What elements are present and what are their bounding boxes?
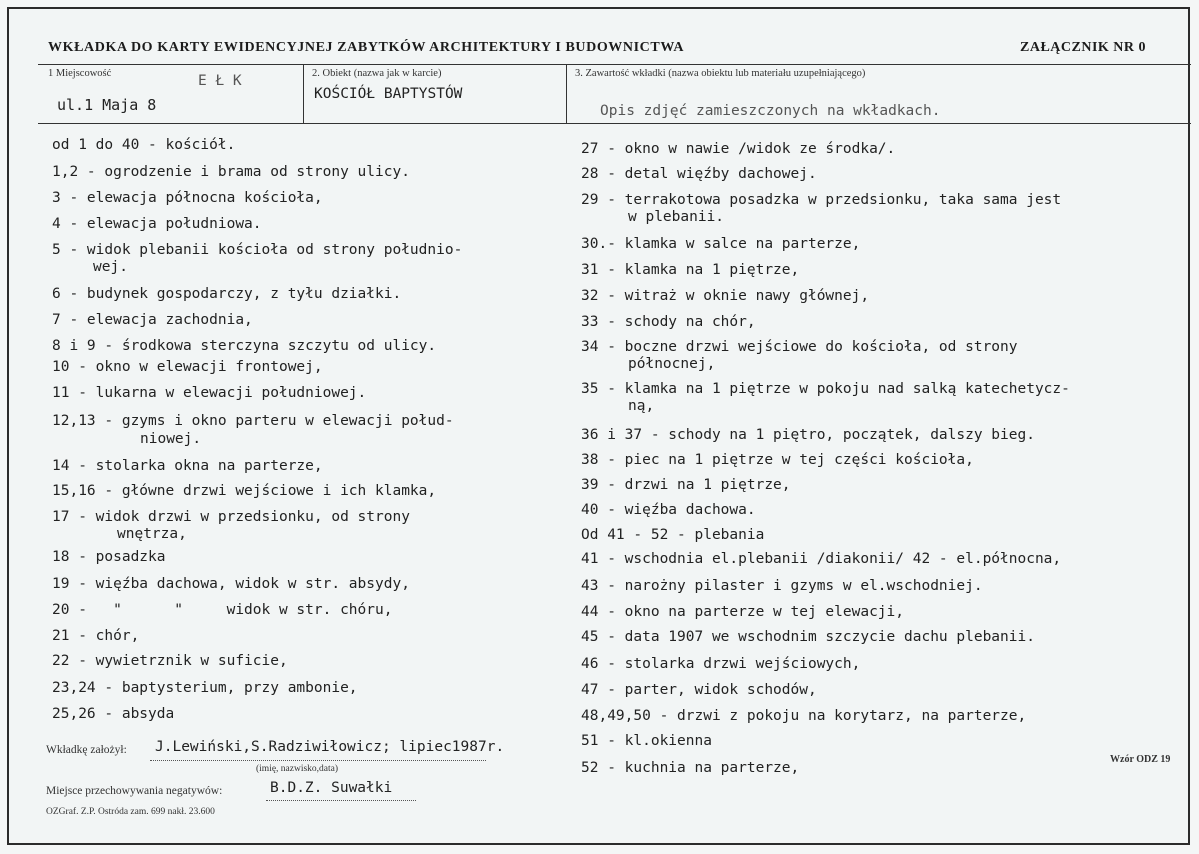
list-item: 22 - wywietrznik w suficie, bbox=[52, 653, 288, 669]
founded-value: J.Lewiński,S.Radziwiłowicz; lipiec1987r. bbox=[155, 739, 505, 755]
location-label: 1 Miejscowość bbox=[48, 68, 112, 79]
list-item: 45 - data 1907 we wschodnim szczycie dachu plebanii. bbox=[581, 629, 1035, 645]
list-item: 25,26 - absyda bbox=[52, 706, 175, 722]
list-item: 3 - elewacja północna kościoła, bbox=[52, 190, 323, 206]
list-item: niowej. bbox=[140, 431, 202, 447]
list-item: 41 - wschodnia el.plebanii /diakonii/ 42 - el.północna, bbox=[581, 551, 1062, 567]
list-item: wej. bbox=[93, 259, 128, 275]
fields-divider bbox=[38, 123, 1191, 124]
list-item: 44 - okno na parterze w tej elewacji, bbox=[581, 604, 905, 620]
list-item: 27 - okno w nawie /widok ze środka/. bbox=[581, 141, 896, 157]
negatives-label: Miejsce przechowywania negatywów: bbox=[46, 785, 223, 797]
list-item: w plebanii. bbox=[628, 209, 725, 225]
list-item: 34 - boczne drzwi wejściowe do kościoła, od strony bbox=[581, 339, 1018, 355]
founded-label: Wkładkę założył: bbox=[46, 744, 127, 756]
founded-hint: (imię, nazwisko,data) bbox=[256, 764, 339, 774]
founded-underline bbox=[150, 760, 486, 761]
attachment-number: ZAŁĄCZNIK NR 0 bbox=[1020, 40, 1147, 55]
content-value: Opis zdjęć zamieszczonych na wkładkach. bbox=[600, 103, 941, 119]
field-separator-1 bbox=[303, 64, 304, 123]
list-item: 35 - klamka na 1 piętrze w pokoju nad salką katechetycz- bbox=[581, 381, 1070, 397]
list-item: 6 - budynek gospodarczy, z tyłu działki. bbox=[52, 286, 402, 302]
list-item: 30.- klamka w salce na parterze, bbox=[581, 236, 861, 252]
list-item: 11 - lukarna w elewacji południowej. bbox=[52, 385, 367, 401]
field-separator-2 bbox=[566, 64, 567, 123]
list-item: 43 - narożny pilaster i gzyms w el.wschodniej. bbox=[581, 578, 983, 594]
list-item: 47 - parter, widok schodów, bbox=[581, 682, 817, 698]
list-item: 15,16 - główne drzwi wejściowe i ich klamka, bbox=[52, 483, 437, 499]
list-item: 28 - detal więźby dachowej. bbox=[581, 166, 817, 182]
list-item: północnej, bbox=[628, 356, 716, 372]
list-item: 19 - więźba dachowa, widok w str. absydy, bbox=[52, 576, 410, 592]
header-divider bbox=[38, 64, 1191, 65]
list-item: 33 - schody na chór, bbox=[581, 314, 756, 330]
list-item: 52 - kuchnia na parterze, bbox=[581, 760, 800, 776]
list-item: 29 - terrakotowa posadzka w przedsionku, taka sama jest bbox=[581, 192, 1062, 208]
list-item: Od 41 - 52 - plebania bbox=[581, 527, 765, 543]
list-item: 46 - stolarka drzwi wejściowych, bbox=[581, 656, 861, 672]
list-item: 23,24 - baptysterium, przy ambonie, bbox=[52, 680, 358, 696]
list-item: 8 i 9 - środkowa sterczyna szczytu od ulicy. bbox=[52, 338, 437, 354]
list-item: 14 - stolarka okna na parterze, bbox=[52, 458, 323, 474]
printer-info: OZGraf. Z.P. Ostróda zam. 699 nakł. 23.600 bbox=[46, 807, 215, 817]
list-item: 20 - " " widok w str. chóru, bbox=[52, 602, 393, 618]
list-item: 39 - drzwi na 1 piętrze, bbox=[581, 477, 791, 493]
list-item: 1,2 - ogrodzenie i brama od strony ulicy. bbox=[52, 164, 410, 180]
negatives-value: B.D.Z. Suwałki bbox=[270, 780, 393, 796]
list-item: 12,13 - gzyms i okno parteru w elewacji połud- bbox=[52, 413, 454, 429]
list-item: 21 - chór, bbox=[52, 628, 140, 644]
location-value: E Ł K bbox=[198, 73, 242, 89]
list-item: wnętrza, bbox=[117, 526, 187, 542]
street-value: ul.1 Maja 8 bbox=[57, 96, 157, 114]
object-value: KOŚCIÓŁ BAPTYSTÓW bbox=[314, 86, 463, 102]
negatives-underline bbox=[266, 800, 416, 801]
list-item: 36 i 37 - schody na 1 piętro, początek, dalszy bieg. bbox=[581, 427, 1035, 443]
list-item: 31 - klamka na 1 piętrze, bbox=[581, 262, 800, 278]
list-item: 51 - kl.okienna bbox=[581, 733, 712, 749]
list-item: 18 - posadzka bbox=[52, 549, 166, 565]
card-title: WKŁADKA DO KARTY EWIDENCYJNEJ ZABYTKÓW ARCHITEKTURY I BUDOWNICTWA bbox=[48, 40, 685, 55]
list-item: 5 - widok plebanii kościoła od strony południo- bbox=[52, 242, 463, 258]
list-item: 48,49,50 - drzwi z pokoju na korytarz, na parterze, bbox=[581, 708, 1027, 724]
object-label: 2. Obiekt (nazwa jak w karcie) bbox=[312, 68, 442, 79]
list-item: ną, bbox=[628, 398, 655, 414]
list-item: 32 - witraż w oknie nawy głównej, bbox=[581, 288, 870, 304]
list-item: 10 - okno w elewacji frontowej, bbox=[52, 359, 323, 375]
list-item: 17 - widok drzwi w przedsionku, od strony bbox=[52, 509, 410, 525]
list-item: od 1 do 40 - kościół. bbox=[52, 137, 236, 153]
content-label: 3. Zawartość wkładki (nazwa obiektu lub materiału uzupełniającego) bbox=[575, 68, 866, 79]
list-item: 4 - elewacja południowa. bbox=[52, 216, 262, 232]
list-item: 7 - elewacja zachodnia, bbox=[52, 312, 253, 328]
list-item: 40 - więźba dachowa. bbox=[581, 502, 756, 518]
form-code: Wzór ODZ 19 bbox=[1110, 754, 1171, 765]
list-item: 38 - piec na 1 piętrze w tej części kościoła, bbox=[581, 452, 974, 468]
